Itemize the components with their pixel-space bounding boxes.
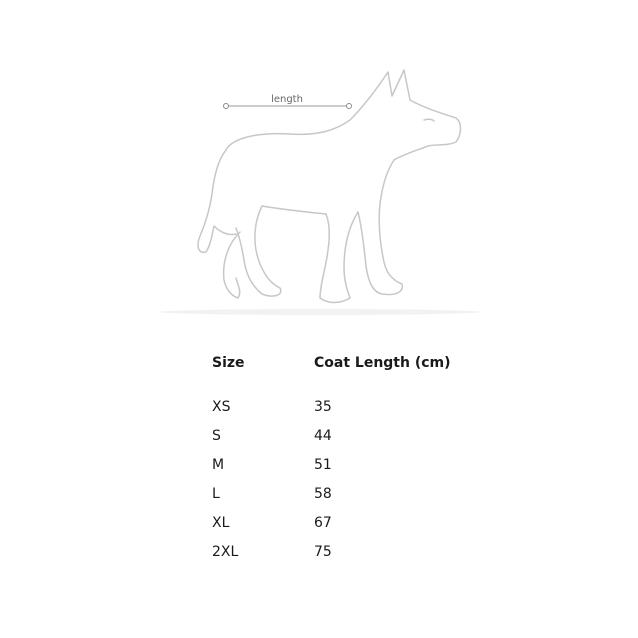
coat-length-cell: 44 <box>314 428 332 444</box>
size-cell: S <box>212 428 221 444</box>
table-header-row <box>212 352 472 396</box>
table-row <box>212 454 472 483</box>
length-label: length <box>271 94 303 105</box>
table-row <box>212 512 472 541</box>
coat-length-cell: 75 <box>314 544 332 560</box>
coat-length-cell: 67 <box>314 515 332 531</box>
table-row <box>212 425 472 454</box>
table-row <box>212 541 472 570</box>
coat-length-cell: 51 <box>314 457 332 473</box>
size-cell: M <box>212 457 225 473</box>
ground-shadow <box>160 309 480 315</box>
coat-length-cell: 35 <box>314 399 332 415</box>
size-chart-table <box>212 352 472 570</box>
size-cell: XL <box>212 515 230 531</box>
table-row <box>212 483 472 512</box>
size-cell: L <box>212 486 220 502</box>
table-row <box>212 396 472 425</box>
coat-length-cell: 58 <box>314 486 332 502</box>
size-cell: XS <box>212 399 231 415</box>
size-cell: 2XL <box>212 544 239 560</box>
column-header-coat-length: Coat Length (cm) <box>314 355 451 371</box>
column-header-size: Size <box>212 355 245 371</box>
length-measure <box>224 94 352 109</box>
dog-outline <box>198 70 461 303</box>
